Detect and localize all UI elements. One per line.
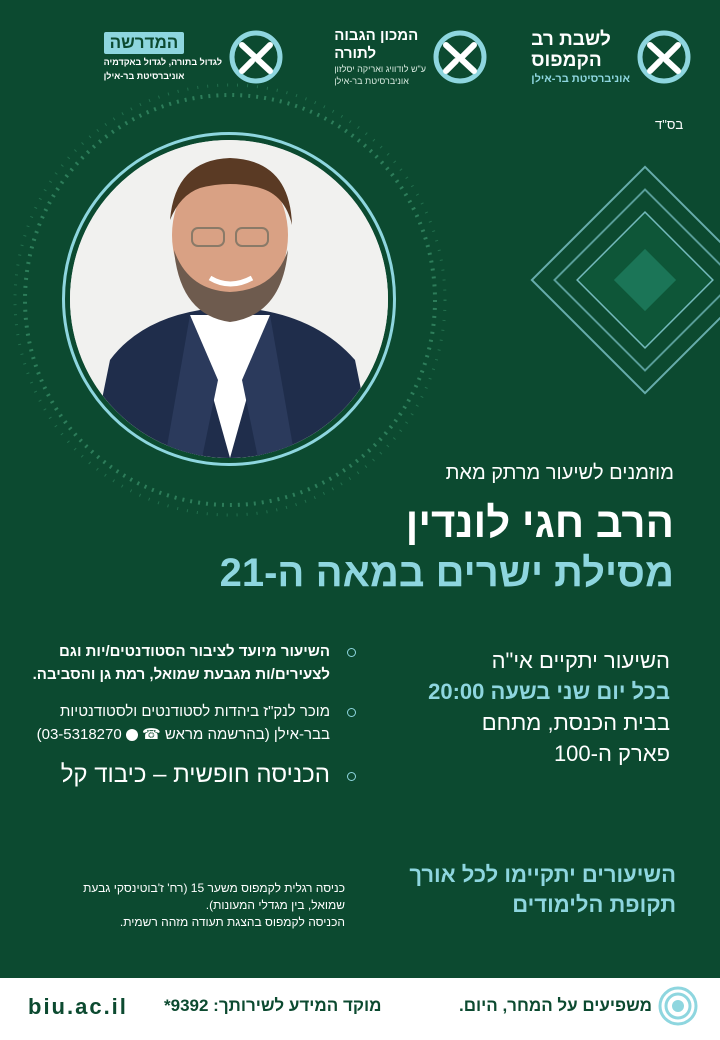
bullet-audience xyxy=(30,640,360,686)
hotline-text: מוקד המידע לשירותך: 9392* xyxy=(164,996,382,1015)
phone-icon: ☎ xyxy=(142,726,161,743)
schedule-block xyxy=(370,645,670,769)
footer-bar xyxy=(0,978,720,1040)
logo-title: המכון הגבוה xyxy=(334,27,419,44)
logo-tagline: לגדול בתורה, לגדול באקדמיה xyxy=(103,57,222,67)
bar-ilan-logo-icon xyxy=(228,29,284,85)
logo-midrasha xyxy=(104,22,284,92)
bullet-text-end: ) xyxy=(36,726,42,743)
logo-subtitle: ע"ש לודוויג ואריקה יסלזון xyxy=(334,64,426,74)
bullet-credit xyxy=(30,700,360,746)
bar-ilan-logo-icon xyxy=(432,29,488,85)
access-line-2: שמואל, בין מגדלי המעונות). xyxy=(205,898,345,912)
logo-title-2: הקמפוס xyxy=(531,50,602,71)
schedule-time: בכל יום שני בשעה 20:00 xyxy=(428,679,670,704)
bullet-free-entry xyxy=(30,760,360,790)
access-instructions xyxy=(20,880,345,931)
bullet-text: השיעור מיועד לציבור הסטודנטים/יות וגם לצעירים/ות מגבעת שמואל, רמת גן והסביבה. xyxy=(32,643,330,683)
semester-note: השיעורים יתקיימו לכל אורך תקופת הלימודים xyxy=(409,862,676,917)
lecture-topic: מסילת ישרים במאה ה-21 xyxy=(219,551,674,595)
schedule-line-1: השיעור יתקיים אי"ה xyxy=(491,648,670,673)
access-line-1: כניסה רגלית לקמפוס משער 15 (רח' ז'בוטינסקי גבעת xyxy=(83,881,345,895)
logo-university: אוניברסיטת בר-אילן xyxy=(103,71,185,81)
speaker-photo xyxy=(70,140,388,458)
logo-campus-shabbat xyxy=(531,22,692,92)
slogan: משפיעים על המחר, היום. xyxy=(459,996,652,1015)
bullet-circle-icon xyxy=(347,648,356,657)
bullet-text: מוכר לנק"ז ביהדות לסטודנטים ולסטודנטיות בבר-אילן (בהרשמה מראש xyxy=(60,703,330,743)
logo-higher-institute xyxy=(334,22,488,92)
bar-ilan-logo-icon xyxy=(636,29,692,85)
schedule-location-2: פארק ה-100 xyxy=(553,741,670,766)
info-bullets xyxy=(30,640,360,804)
target-logo-icon xyxy=(658,986,698,1026)
invitation-text: מוזמנים לשיעור מרתק מאת xyxy=(445,462,674,484)
website-link[interactable]: biu.ac.il xyxy=(28,994,128,1019)
bullet-circle-icon xyxy=(347,772,356,781)
speaker-portrait-illustration xyxy=(70,140,388,458)
logo-title: המדרשה xyxy=(104,32,185,54)
logo-title: לשבת רב xyxy=(531,29,611,50)
bullet-text: הכניסה חופשית – כיבוד קל xyxy=(60,761,330,788)
logo-university: אוניברסיטת בר-אילן xyxy=(334,76,409,86)
access-line-3: הכניסה לקמפוס בהצגת תעודה מזהה רשמית. xyxy=(119,915,345,929)
contact-phone[interactable]: 03-5318270 xyxy=(41,726,122,743)
speaker-name: הרב חגי לונדין xyxy=(405,499,674,546)
bullet-circle-icon xyxy=(347,708,356,717)
whatsapp-icon xyxy=(126,729,138,741)
schedule-location-1: בבית הכנסת, מתחם xyxy=(481,710,670,735)
logo-university: אוניברסיטת בר-אילן xyxy=(531,73,630,85)
logo-title-2: לתורה xyxy=(334,45,377,62)
bsd-mark: בס"ד xyxy=(655,117,684,132)
